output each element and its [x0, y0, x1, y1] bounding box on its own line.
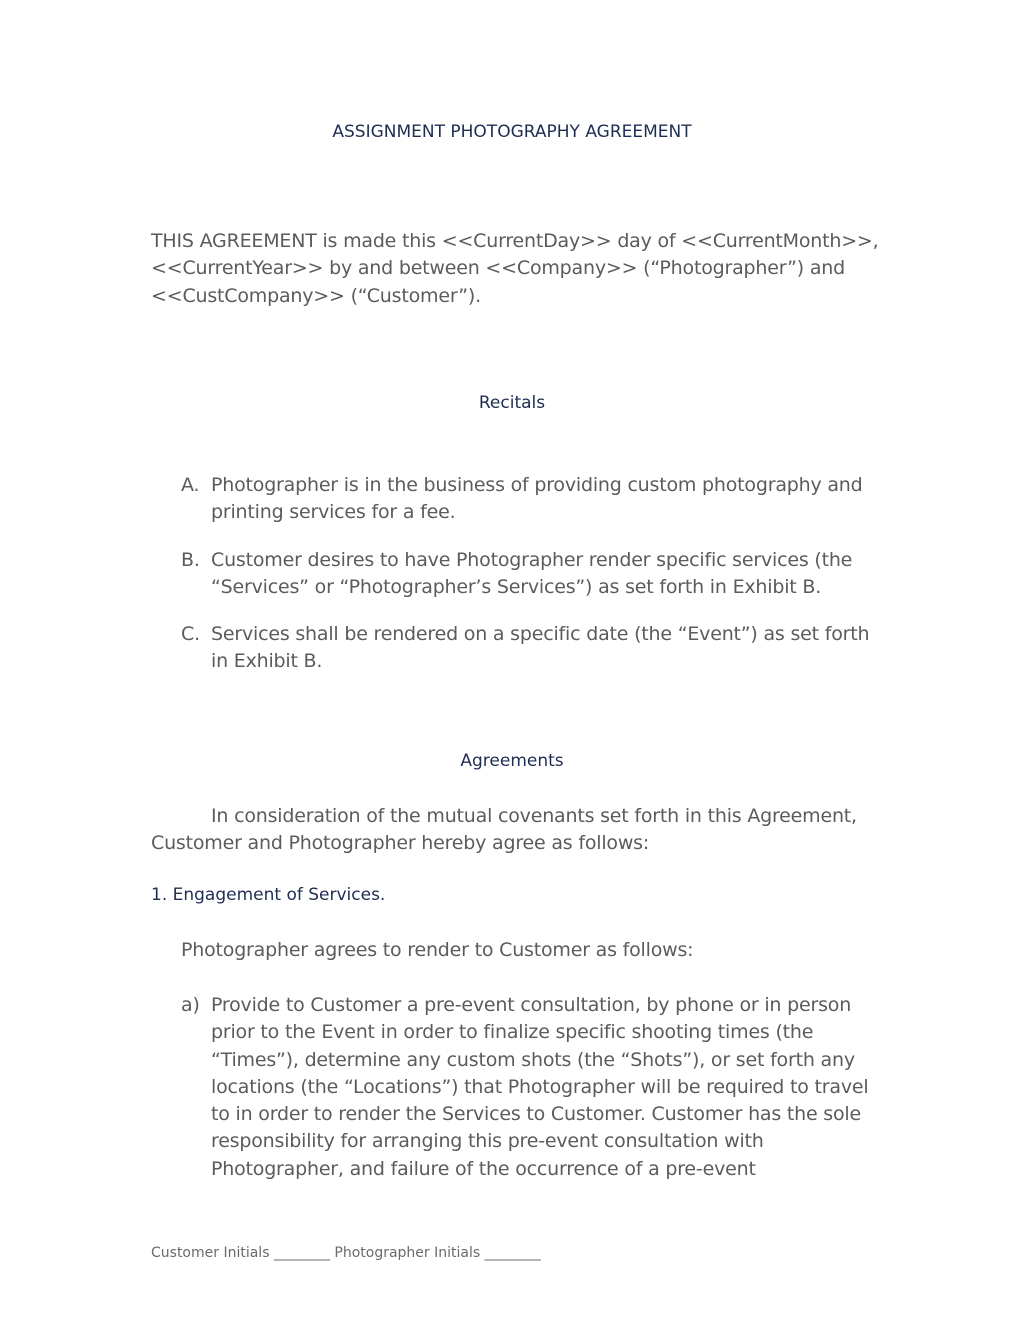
recital-label: B.	[181, 549, 200, 571]
intro-paragraph	[151, 228, 879, 310]
recital-line: in Exhibit B.	[211, 650, 323, 673]
document-title: ASSIGNMENT PHOTOGRAPHY AGREEMENT	[332, 122, 692, 142]
recital-item	[181, 621, 881, 677]
section-1-title: 1. Engagement of Services.	[151, 885, 386, 905]
recital-label: C.	[181, 623, 200, 645]
agreements-heading: Agreements	[460, 751, 564, 771]
item-line: locations (the “Locations”) that Photographer will be required to travel	[211, 1075, 869, 1098]
footer-initials: Customer Initials ________ Photographer Initials ________	[151, 1245, 541, 1261]
item-line: “Times”), determine any custom shots (the “Shots”), or set forth any	[211, 1048, 855, 1071]
intro-line: <<CurrentYear>> by and between <<Company>> (“Photographer”) and	[151, 257, 845, 280]
recital-item	[181, 472, 881, 528]
item-line: to in order to render the Services to Customer. Customer has the sole	[211, 1103, 862, 1126]
intro-line: <<CustCompany>> (“Customer”).	[151, 284, 481, 307]
section-1-intro: Photographer agrees to render to Customer as follows:	[181, 939, 694, 961]
section-1-item	[181, 992, 881, 1187]
consideration-paragraph	[151, 803, 857, 858]
item-label: a)	[181, 994, 200, 1016]
recitals-heading: Recitals	[478, 393, 546, 413]
recital-line: Services shall be rendered on a specific date (the “Event”) as set forth	[211, 623, 870, 645]
consideration-line: Customer and Photographer hereby agree as follows:	[151, 832, 650, 855]
recital-item	[181, 547, 881, 603]
item-line: prior to the Event in order to finalize specific shooting times (the	[211, 1021, 814, 1044]
intro-line: THIS AGREEMENT is made this <<CurrentDay>> day of <<CurrentMonth>>,	[151, 230, 879, 252]
item-line: Photographer, and failure of the occurrence of a pre-event	[211, 1157, 756, 1180]
recital-line: Customer desires to have Photographer render specific services (the	[211, 549, 853, 571]
consideration-line: In consideration of the mutual covenants set forth in this Agreement,	[211, 805, 857, 827]
recital-line: “Services” or “Photographer’s Services”) as set forth in Exhibit B.	[211, 576, 822, 599]
recital-line: Photographer is in the business of providing custom photography and	[211, 474, 863, 496]
recital-label: A.	[181, 474, 200, 496]
item-line: Provide to Customer a pre-event consultation, by phone or in person	[211, 994, 852, 1016]
item-line: responsibility for arranging this pre-event consultation with	[211, 1130, 764, 1153]
recital-line: printing services for a fee.	[211, 501, 456, 524]
